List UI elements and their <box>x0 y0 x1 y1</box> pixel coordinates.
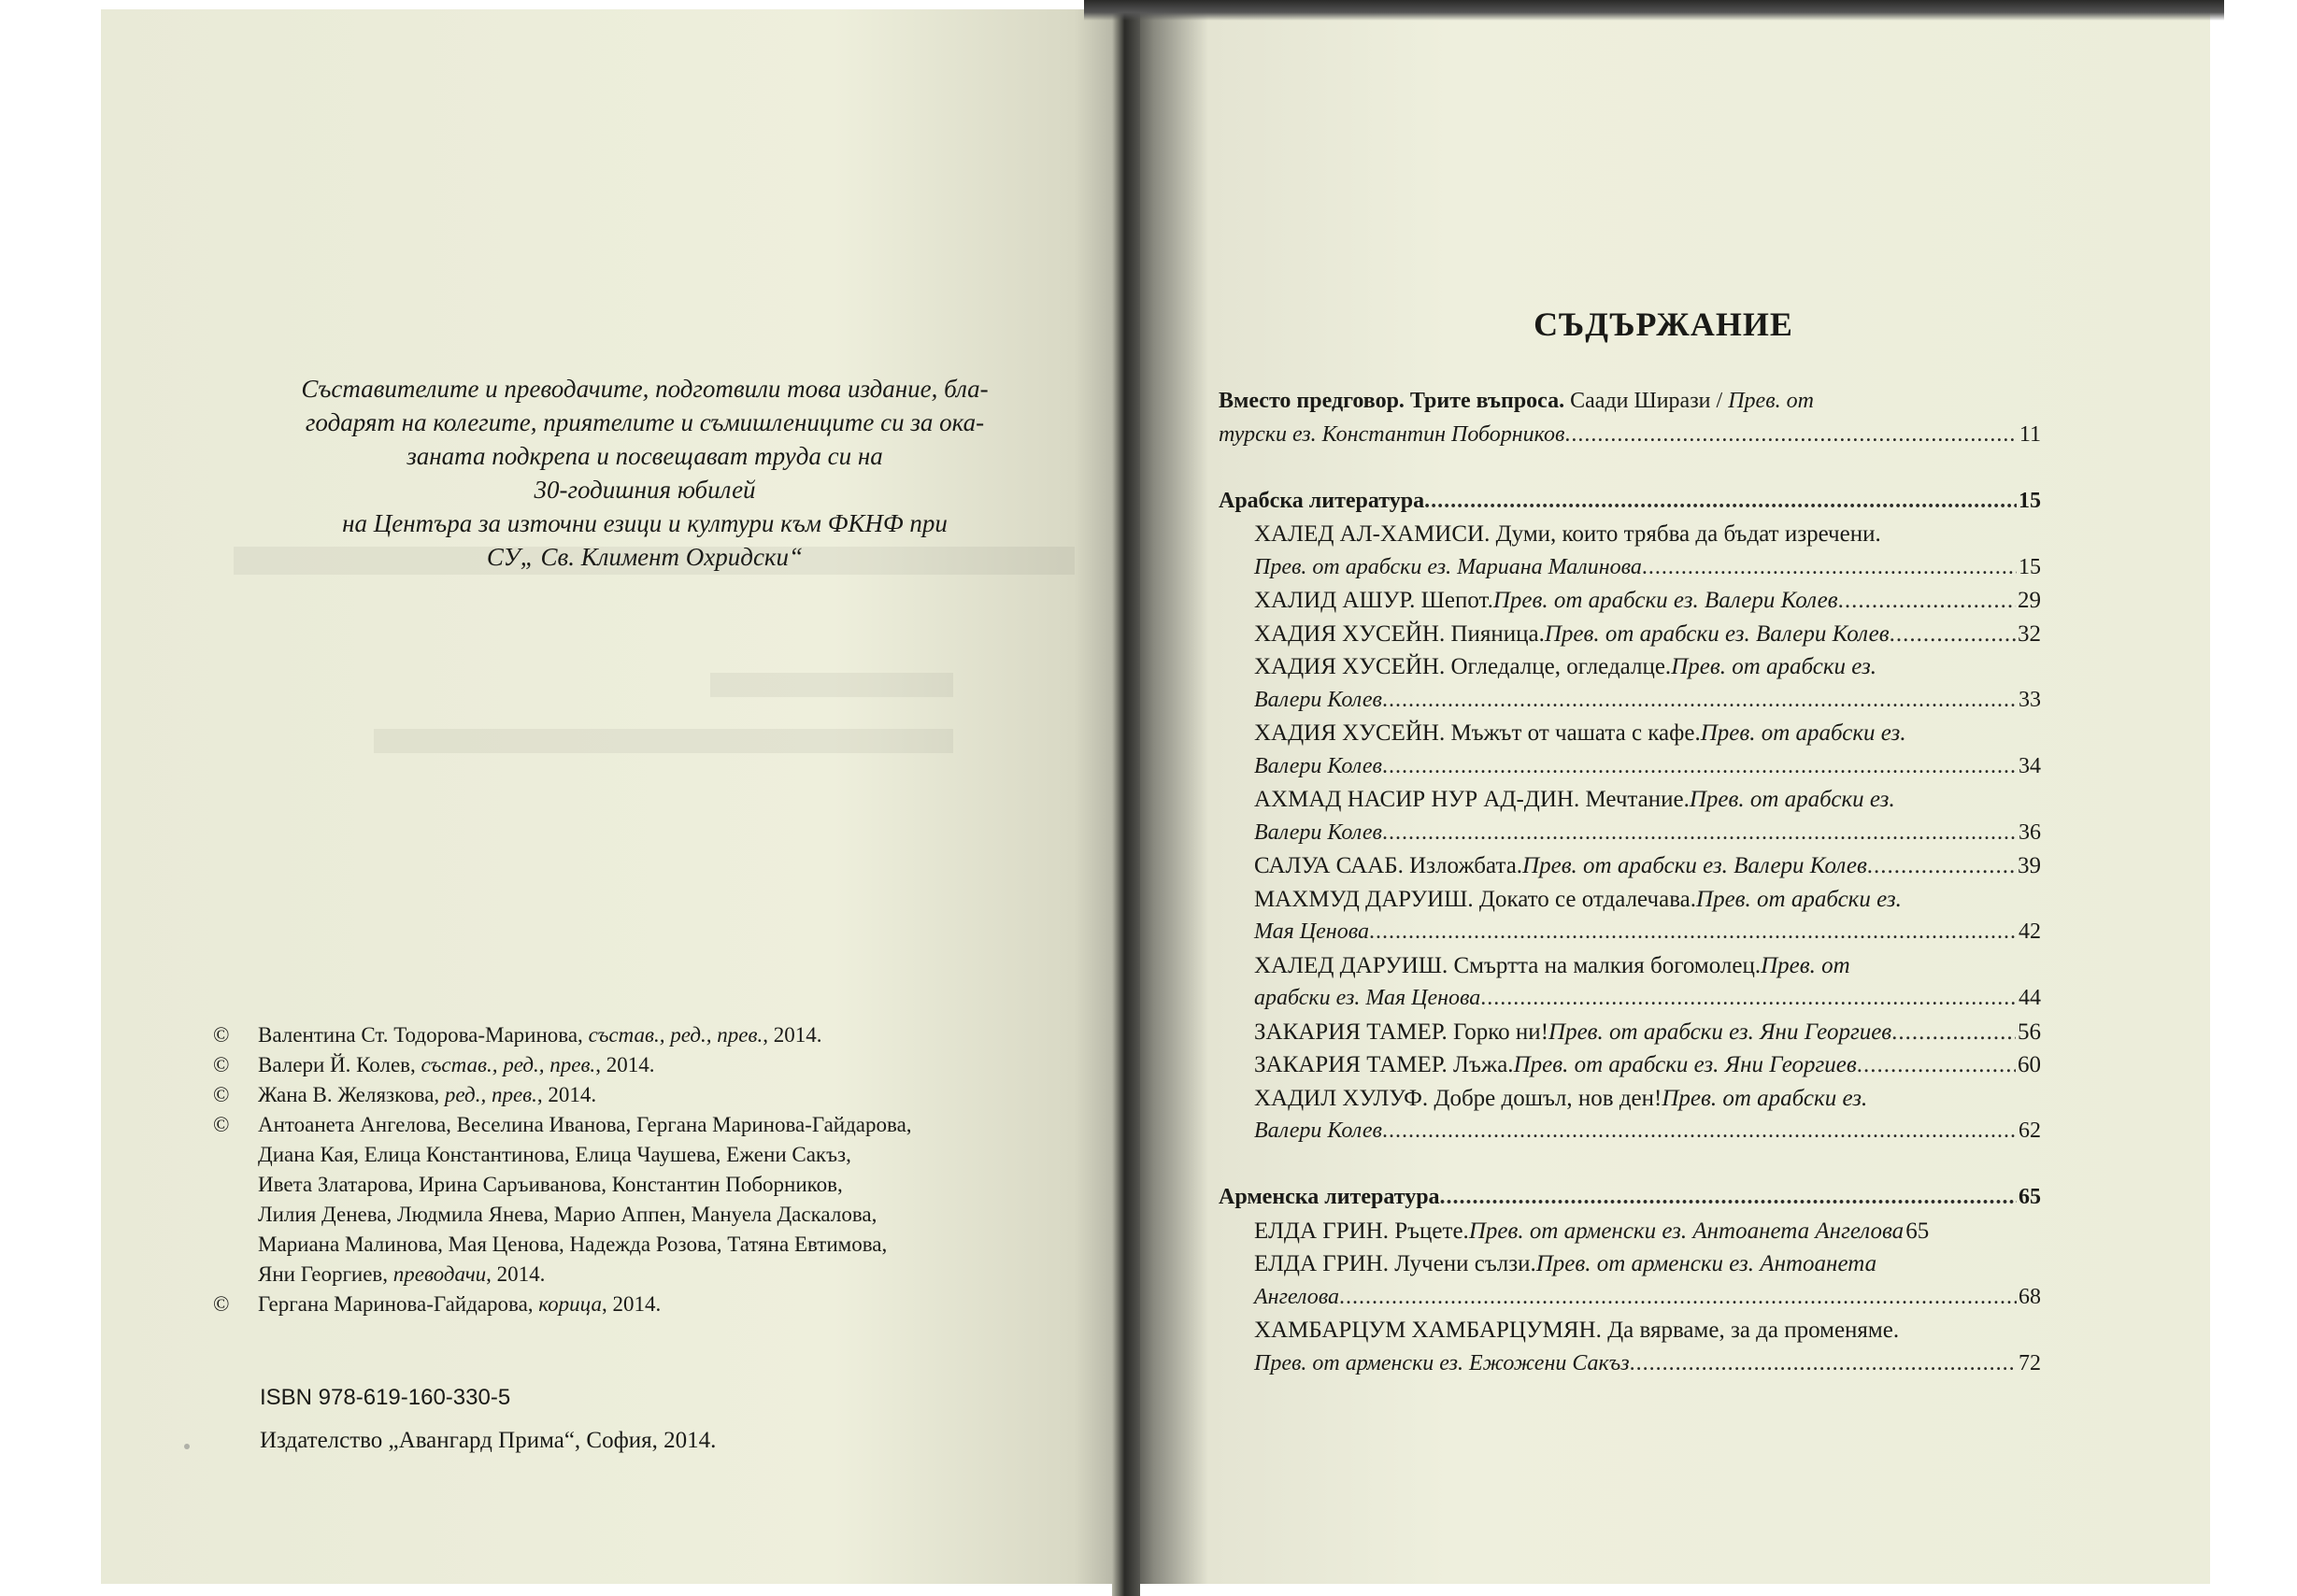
toc-entry[interactable]: ХАДИЯ ХУСЕЙН. Пияница. Прев. от арабски ез. Валери Колев ..... 32 <box>1219 618 2041 651</box>
dot-leader <box>1369 916 2017 949</box>
toc-entry[interactable]: САЛУА СААБ. Изложбата. Прев. от арабски ез. Валери Колев ..... 39 <box>1219 849 2041 883</box>
dedication-line: Съставителите и преводачите, подготвили това издание, бла- <box>301 375 989 403</box>
scan-speck <box>184 1444 190 1449</box>
page-number: 34 <box>2019 753 2041 778</box>
toc-entry[interactable]: ЗАКАРИЯ ТАМЕР. Лъжа. Прев. от арабски ез. Яни Георгиев ..... 60 <box>1219 1048 2041 1082</box>
dedication-line: 30-годишния юбилей <box>534 476 756 504</box>
toc-entry[interactable]: ХАЛЕД ДАРУИШ. Смъртта на малкия богомолец. Прев. от <box>1254 952 1850 978</box>
page-number: 32 <box>2018 620 2041 647</box>
dot-leader <box>1382 750 2017 784</box>
page-number: 11 <box>2019 421 2041 447</box>
page-number: 44 <box>2019 986 2041 1010</box>
dot-leader <box>1630 1347 2017 1381</box>
copyright-icon: © <box>213 1053 230 1076</box>
page-number: 56 <box>2018 1019 2041 1045</box>
dot-leader <box>1480 982 2017 1016</box>
toc-entry[interactable]: ЗАКАРИЯ ТАМЕР. Горко ни! Прев. от арабски ез. Яни Георгиев ..... 56 <box>1219 1016 2041 1049</box>
toc-entry-cont[interactable]: Мая Ценова ..... 42 <box>1219 916 2041 949</box>
bleed-through-block <box>374 729 953 753</box>
toc-section-arabic[interactable]: Арабска литература ..... 15 <box>1219 485 2041 519</box>
copyright-entry: © Валери Й. Колев, състав., ред., прев., 2014. <box>213 1050 1054 1080</box>
dot-leader <box>1891 1016 2016 1049</box>
translators-line: Мариана Малинова, Мая Ценова, Надежда Розова, Татяна Евтимова, <box>258 1233 888 1256</box>
translators-line: Ивета Златарова, Ирина Саръиванова, Константин Поборников, <box>258 1173 843 1196</box>
dot-leader <box>1642 551 2017 585</box>
translators-line: Диана Кая, Елица Константинова, Елица Чаушева, Ежени Сакъз, <box>258 1143 851 1166</box>
left-page <box>101 9 1148 1584</box>
toc-entry-cont[interactable]: Валери Колев ..... 62 <box>1219 1115 2041 1148</box>
toc-entry[interactable]: АХМАД НАСИР НУР АД-ДИН. Мечтание. Прев. от арабски ез. <box>1254 787 1895 812</box>
dedication <box>215 372 1075 574</box>
copyright-translators: © Антоанета Ангелова, Веселина Иванова, Гергана Маринова-Гайдарова, <box>213 1110 1054 1140</box>
dot-leader <box>1838 584 2016 618</box>
page-number: 36 <box>2019 819 2041 845</box>
copyright-icon: © <box>213 1083 230 1106</box>
dedication-line: на Центъра за източни езици и култури към ФКНФ при <box>342 509 948 537</box>
dedication-line: годарят на колегите, приятелите и съмишлениците си за ока- <box>305 408 985 436</box>
page-number: 72 <box>2019 1350 2041 1375</box>
toc-entry-intro[interactable]: Вместо предговор. Трите въпроса. Саади Ширази / Прев. от <box>1219 389 1814 413</box>
table-of-contents <box>1219 385 2041 1380</box>
isbn: ISBN 978-619-160-330-5 <box>260 1385 511 1410</box>
page-number: 33 <box>2019 687 2041 712</box>
publisher: Издателство „Авангард Прима“, София, 2014. <box>260 1428 717 1453</box>
page-number: 39 <box>2018 853 2041 878</box>
toc-entry[interactable]: ХАДИЯ ХУСЕЙН. Огледалце, огледалце. Прев. от арабски ез. <box>1254 654 1877 679</box>
page-number: 42 <box>2019 919 2041 944</box>
page-number: 65 <box>1905 1218 1930 1244</box>
page-number: 68 <box>2019 1284 2041 1309</box>
dot-leader <box>1382 1115 2017 1148</box>
copyright-icon: © <box>213 1023 230 1047</box>
contents-title: СЪДЪРЖАНИЕ <box>1534 306 1793 343</box>
copyright-cover: © Гергана Маринова-Гайдарова, корица, 2014. <box>213 1290 1054 1319</box>
toc-entry-intro-cont[interactable]: турски ез. Константин Поборников ..... 11 <box>1219 419 2041 452</box>
dedication-line: заната подкрепа и посвещават труда си на <box>407 442 883 470</box>
toc-entry-cont[interactable]: Прев. от арабски ез. Мариана Малинова ..... 15 <box>1219 551 2041 585</box>
copyright-icon: © <box>213 1113 230 1136</box>
toc-entry[interactable]: ХАДИЛ ХУЛУФ. Добре дошъл, нов ден! Прев. от арабски ез. <box>1254 1085 1868 1111</box>
toc-entry-cont[interactable]: Валери Колев ..... 33 <box>1219 684 2041 718</box>
dot-leader <box>1440 1181 2017 1215</box>
page-number: 29 <box>2018 588 2041 613</box>
toc-entry[interactable]: ХАМБАРЦУМ ХАМБАРЦУМЯН. Да вярваме, за да променяме. <box>1254 1318 1900 1343</box>
toc-entry[interactable]: ХАЛЕД АЛ-ХАМИСИ. Думи, които трябва да бъдат изречени. <box>1254 521 1881 547</box>
copyright-entry: © Валентина Ст. Тодорова-Маринова, състав., ред., прев., 2014. <box>213 1020 1054 1050</box>
bleed-through-block <box>710 673 953 697</box>
toc-entry[interactable]: ЕЛДА ГРИН. Ръцете. Прев. от арменски ез. Антоанета Ангелова 65 <box>1219 1215 2041 1248</box>
page-number: 65 <box>2019 1185 2041 1209</box>
toc-entry-cont[interactable]: Валери Колев ..... 34 <box>1219 750 2041 784</box>
toc-entry[interactable]: ХАЛИД АШУР. Шепот. Прев. от арабски ез. Валери Колев ..... 29 <box>1219 584 2041 618</box>
translators-line: Лилия Денева, Людмила Янева, Марио Аппен, Мануела Даскалова, <box>258 1203 877 1226</box>
copyright-icon: © <box>213 1292 230 1316</box>
dot-leader <box>1564 419 2017 452</box>
dot-leader <box>1382 684 2017 718</box>
page-number: 15 <box>2019 554 2041 579</box>
dedication-line: СУ„ Св. Климент Охридски“ <box>486 543 804 571</box>
toc-entry-cont[interactable]: Валери Колев ..... 36 <box>1219 817 2041 850</box>
book-spine <box>1112 0 1140 1596</box>
toc-section-armenian[interactable]: Арменска литература ..... 65 <box>1219 1181 2041 1215</box>
toc-entry-cont[interactable]: арабски ез. Мая Ценова ..... 44 <box>1219 982 2041 1016</box>
translators-line: Яни Георгиев, преводачи, 2014. <box>258 1262 546 1286</box>
page-number: 62 <box>2019 1119 2041 1143</box>
toc-entry[interactable]: ХАДИЯ ХУСЕЙН. Мъжът от чашата с кафе. Прев. от арабски ез. <box>1254 720 1906 746</box>
dot-leader <box>1857 1048 2016 1082</box>
toc-entry-cont[interactable]: Ангелова ..... 68 <box>1219 1281 2041 1315</box>
toc-entry-cont[interactable]: Прев. от арменски ез. Ежожени Сакъз ..... 72 <box>1219 1347 2041 1381</box>
copyright-block <box>213 1020 1054 1319</box>
dot-leader <box>1890 618 2016 651</box>
page-number: 15 <box>2019 488 2041 513</box>
copyright-entry: © Жана В. Желязкова, ред., прев., 2014. <box>213 1080 1054 1110</box>
dot-leader <box>1339 1281 2017 1315</box>
dot-leader <box>1867 849 2016 883</box>
page-number: 60 <box>2018 1052 2041 1077</box>
toc-entry[interactable]: МАХМУД ДАРУИШ. Докато се отдалечава. Прев. от арабски ез. <box>1254 886 1902 912</box>
scan-shadow <box>1084 0 2224 21</box>
dot-leader <box>1424 485 2017 519</box>
toc-entry[interactable]: ЕЛДА ГРИН. Лучени сълзи. Прев. от арменски ез. Антоанета <box>1254 1251 1877 1276</box>
dot-leader <box>1382 817 2017 850</box>
